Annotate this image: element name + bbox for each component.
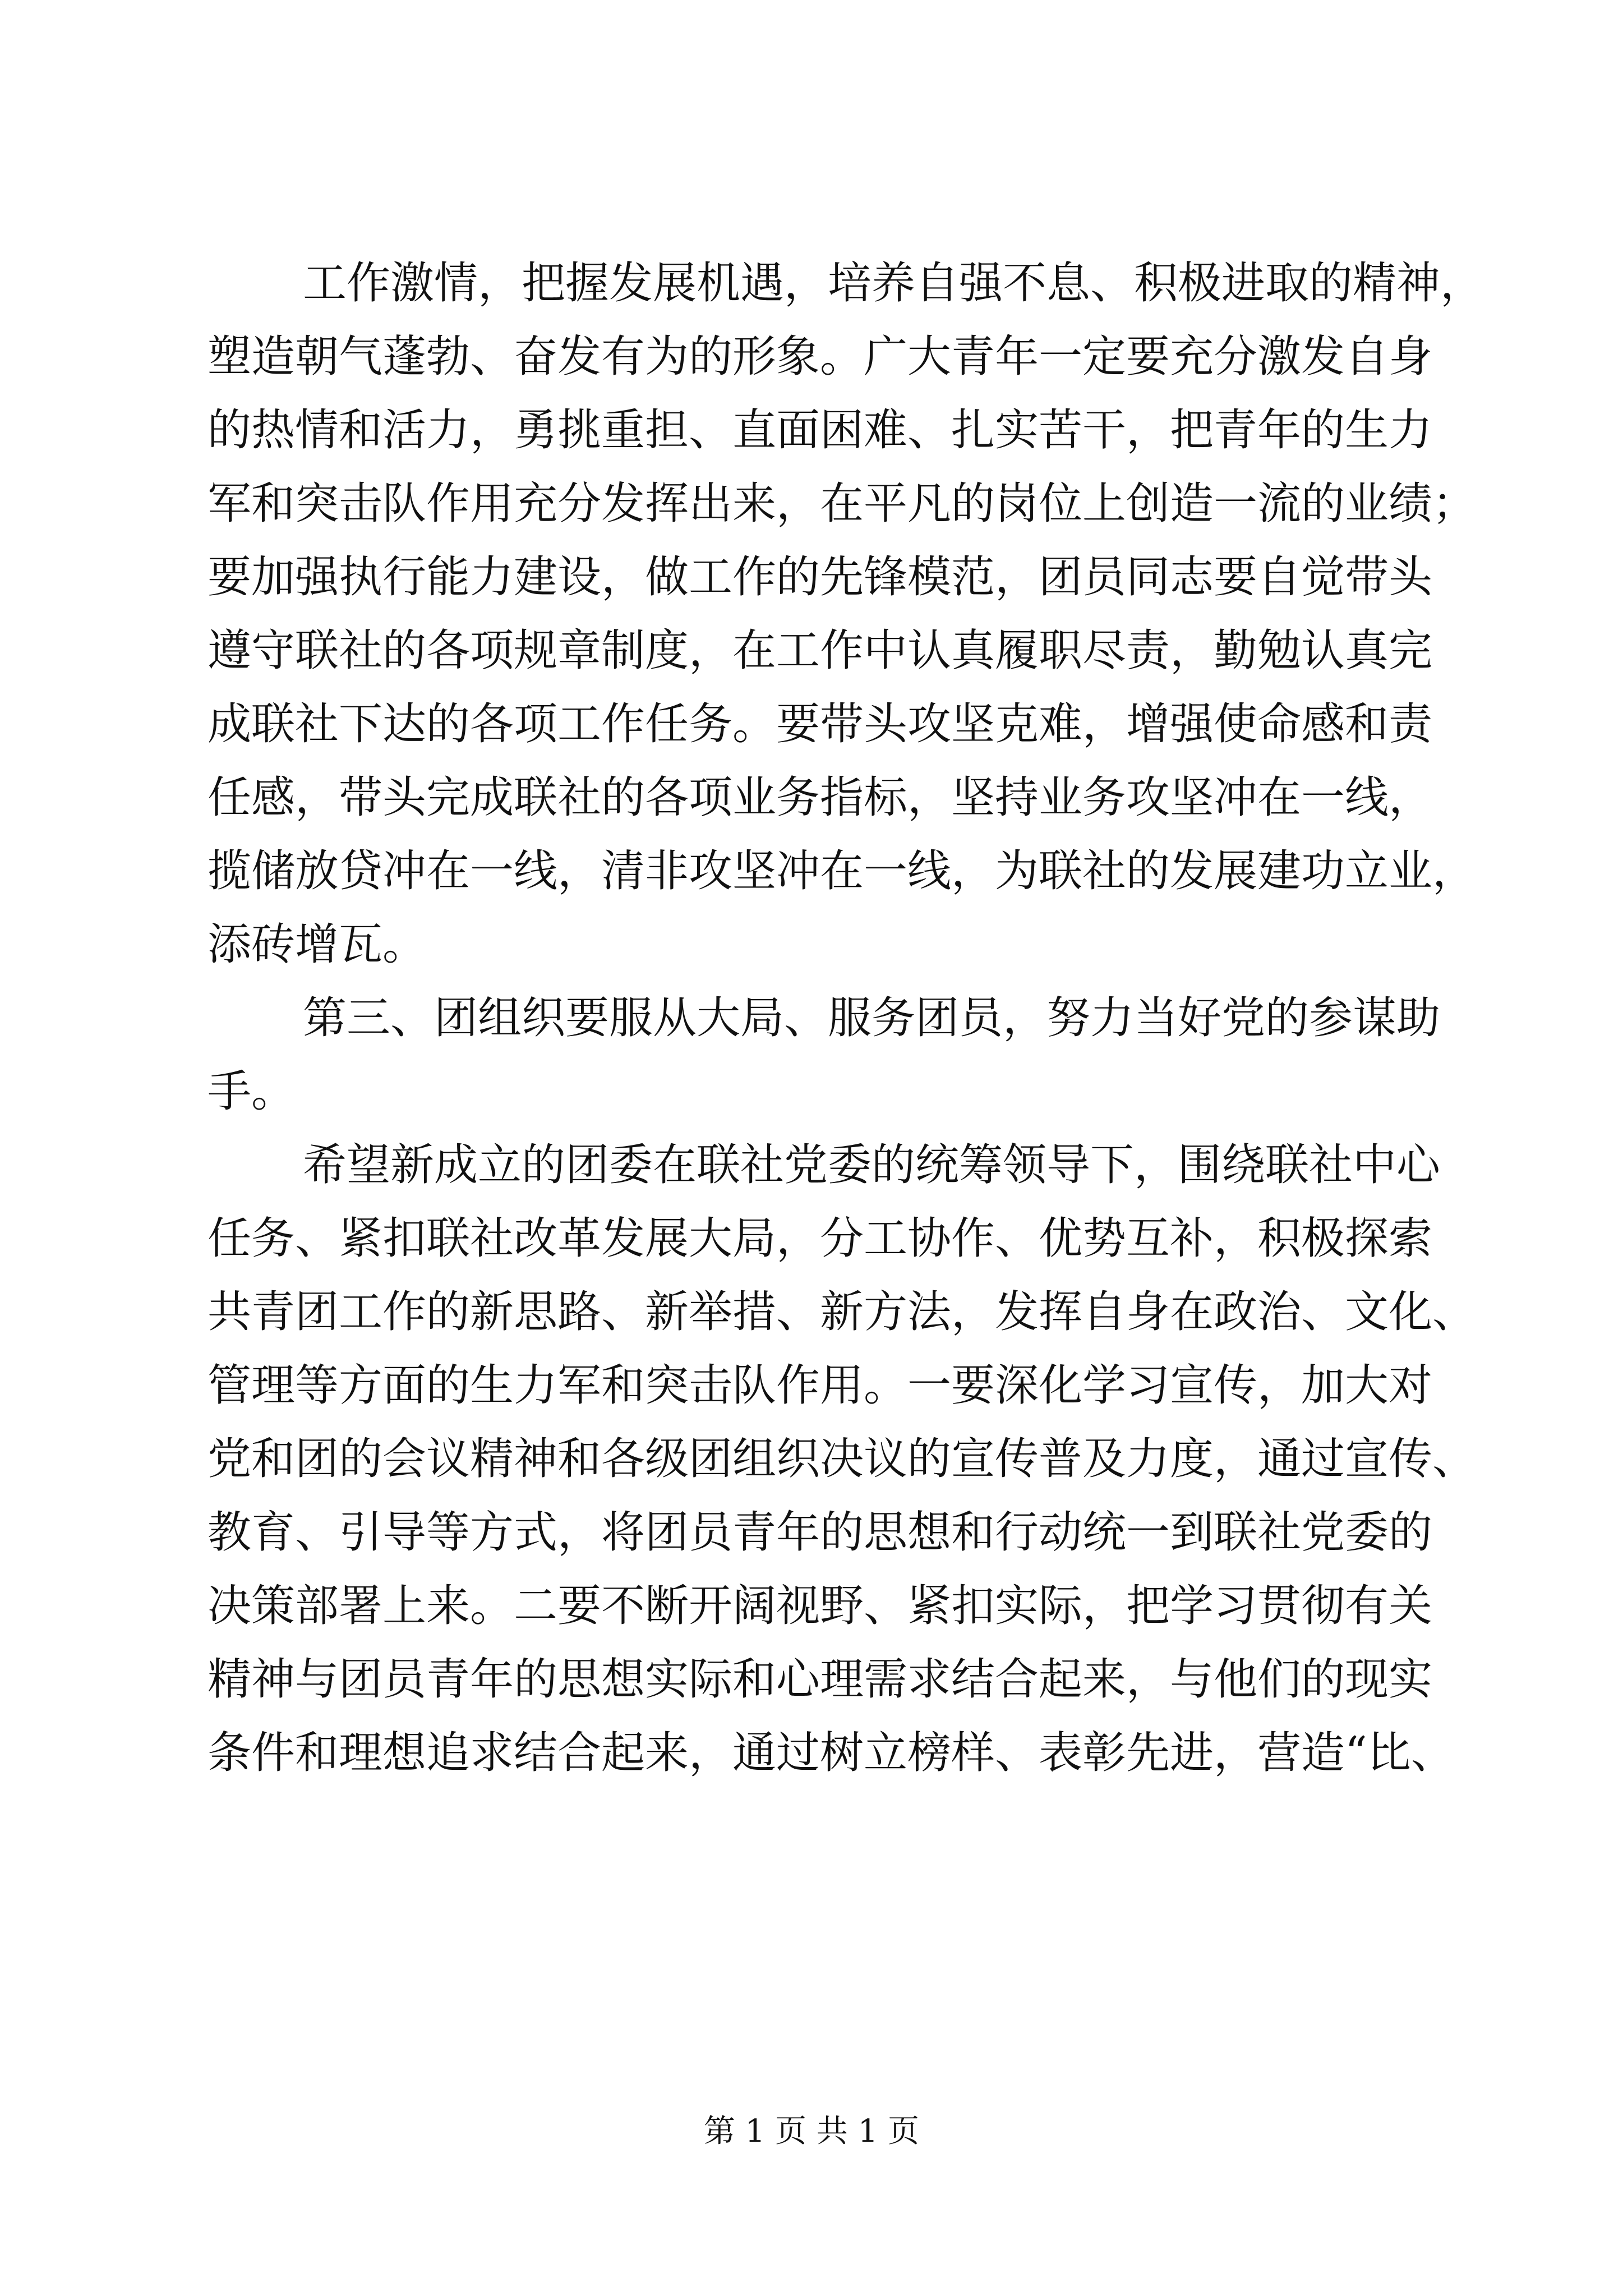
body-line: 任感，带头完成联社的各项业务指标，坚持业务攻坚冲在一线， bbox=[208, 772, 1433, 823]
body-line: 揽储放贷冲在一线，清非攻坚冲在一线，为联社的发展建功立业， bbox=[208, 846, 1477, 896]
body-line: 要加强执行能力建设，做工作的先锋模范，团员同志要自觉带头 bbox=[208, 552, 1433, 602]
body-line: 党和团的会议精神和各级团组织决议的宣传普及力度，通过宣传、 bbox=[208, 1434, 1477, 1484]
body-line: 塑造朝气蓬勃、奋发有为的形象。广大青年一定要充分激发自身 bbox=[208, 332, 1433, 382]
body-line: 精神与团员青年的思想实际和心理需求结合起来，与他们的现实 bbox=[208, 1654, 1433, 1705]
body-line: 军和突击队作用充分发挥出来，在平凡的岗位上创造一流的业绩； bbox=[208, 478, 1477, 529]
body-line: 条件和理想追求结合起来，通过树立榜样、表彰先进，营造“比、 bbox=[208, 1728, 1455, 1778]
body-line: 的热情和活力，勇挑重担、直面困难、扎实苦干，把青年的生力 bbox=[208, 405, 1433, 455]
body-line: 希望新成立的团委在联社党委的统筹领导下，围绕联社中心 bbox=[303, 1140, 1441, 1190]
body-line: 管理等方面的生力军和突击队作用。一要深化学习宣传，加大对 bbox=[208, 1360, 1433, 1411]
body-line: 工作激情，把握发展机遇，培养自强不息、积极进取的精神， bbox=[303, 258, 1484, 309]
page-footer: 第 1 页 共 1 页 bbox=[703, 2113, 920, 2150]
body-line: 决策部署上来。二要不断开阔视野、紧扣实际，把学习贯彻有关 bbox=[208, 1581, 1433, 1631]
document-body bbox=[208, 247, 1484, 1790]
section-heading-line: 第三、团组织要服从大局、服务团员，努力当好党的参谋助 bbox=[303, 993, 1441, 1043]
section-heading-line: 手。 bbox=[208, 1066, 296, 1117]
body-line: 添砖增瓦。 bbox=[208, 919, 427, 970]
body-line: 遵守联社的各项规章制度，在工作中认真履职尽责，勤勉认真完 bbox=[208, 625, 1433, 676]
body-line: 任务、紧扣联社改革发展大局，分工协作、优势互补，积极探索 bbox=[208, 1213, 1433, 1264]
body-line: 共青团工作的新思路、新举措、新方法，发挥自身在政治、文化、 bbox=[208, 1287, 1477, 1337]
body-line: 教育、引导等方式，将团员青年的思想和行动统一到联社党委的 bbox=[208, 1507, 1433, 1558]
body-line: 成联社下达的各项工作任务。要带头攻坚克难，增强使命感和责 bbox=[208, 699, 1433, 749]
